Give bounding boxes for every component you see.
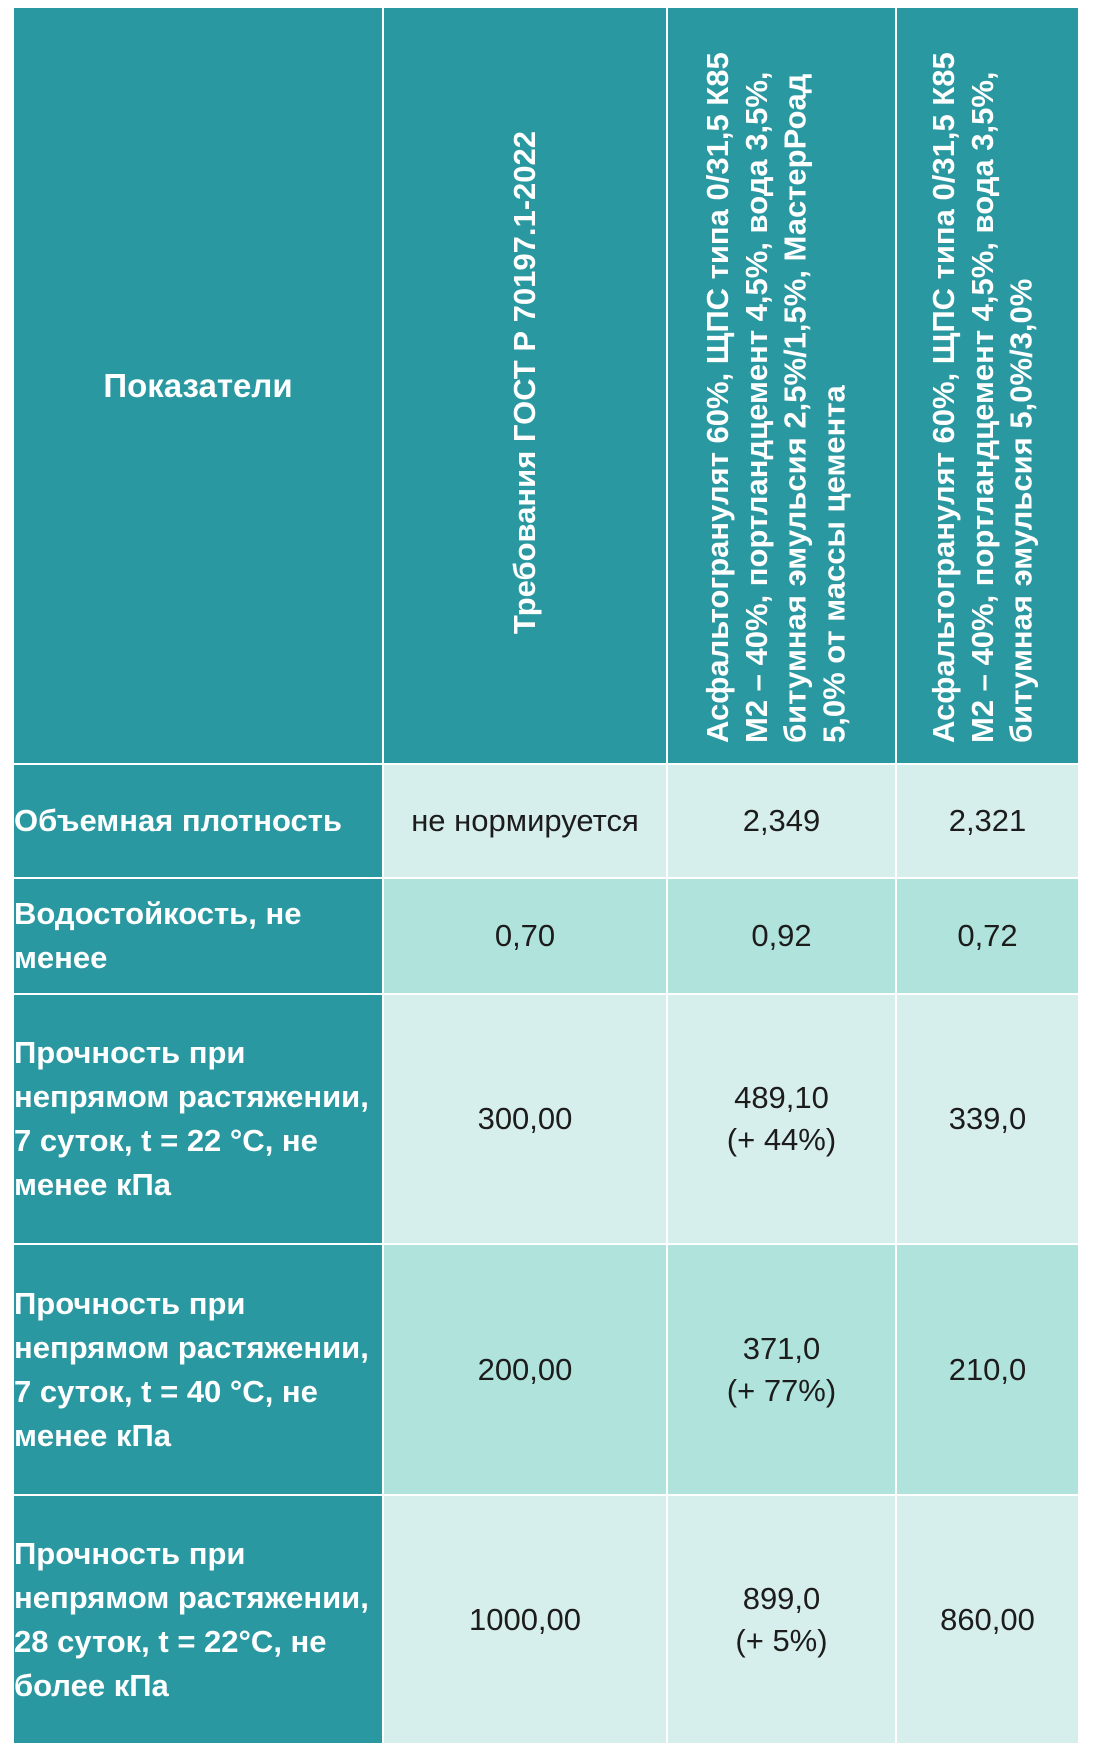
mix1-value (667, 1244, 896, 1495)
row-label: Объемная плотность (13, 764, 383, 878)
header-mix1 (667, 7, 896, 764)
comparison-table (12, 6, 1080, 1745)
mix2-value: 210,0 (896, 1244, 1079, 1495)
header-indicators: Показатели (13, 7, 383, 764)
mix1-value (667, 1495, 896, 1744)
row-label: Прочность при непрямом растяжении, 7 суток, t = 40 °C, не менее кПа (13, 1244, 383, 1495)
header-mix2 (896, 7, 1079, 764)
mix2-value: 339,0 (896, 994, 1079, 1244)
row-label: Водостойкость, не менее (13, 878, 383, 994)
gost-value: 1000,00 (383, 1495, 667, 1744)
gost-value: 300,00 (383, 994, 667, 1244)
header-row (13, 7, 1079, 764)
mix2-value: 0,72 (896, 878, 1079, 994)
mix1-change: (+ 77%) (726, 1372, 837, 1408)
mix1-number: 2,349 (742, 803, 821, 838)
gost-value: 0,70 (383, 878, 667, 994)
table-row (13, 764, 1079, 878)
mix1-number: 0,92 (751, 918, 812, 953)
table-row (13, 994, 1079, 1244)
table-row (13, 1244, 1079, 1495)
header-gost-text: Требования ГОСТ Р 70197.1-2022 (506, 131, 542, 635)
header-mix2-text: Асфальтогранулят 60%, ЩПС типа 0/31,5 К85 М2 – 40%, портландцемент 4,5%, вода 3,5%, битумная эмульсия 5,0%/3,0% (926, 52, 1039, 743)
gost-value: не нормируется (383, 764, 667, 878)
mix1-number: 899,0 (742, 1580, 821, 1616)
mix1-number: 489,10 (734, 1080, 829, 1115)
row-label: Прочность при непрямом растяжении, 7 суток, t = 22 °C, не менее кПа (13, 994, 383, 1244)
mix1-value (667, 878, 896, 994)
table-row (13, 1495, 1079, 1744)
header-mix1-text: Асфальтогранулят 60%, ЩПС типа 0/31,5 К85 М2 – 40%, портландцемент 4,5%, вода 3,5%, битумная эмульсия 2,5%/1,5%, МастерРоад 5,0% от массы цемента (700, 52, 852, 743)
mix1-value (667, 994, 896, 1244)
mix1-value (667, 764, 896, 878)
mix1-change: (+ 44%) (726, 1122, 837, 1157)
row-label: Прочность при непрямом растяжении, 28 суток, t = 22°C, не более кПа (13, 1495, 383, 1744)
gost-value: 200,00 (383, 1244, 667, 1495)
mix1-number: 371,0 (742, 1330, 821, 1366)
table-row (13, 878, 1079, 994)
mix2-value: 860,00 (896, 1495, 1079, 1744)
mix1-change: (+ 5%) (735, 1622, 828, 1658)
mix2-value: 2,321 (896, 764, 1079, 878)
header-gost (383, 7, 667, 764)
